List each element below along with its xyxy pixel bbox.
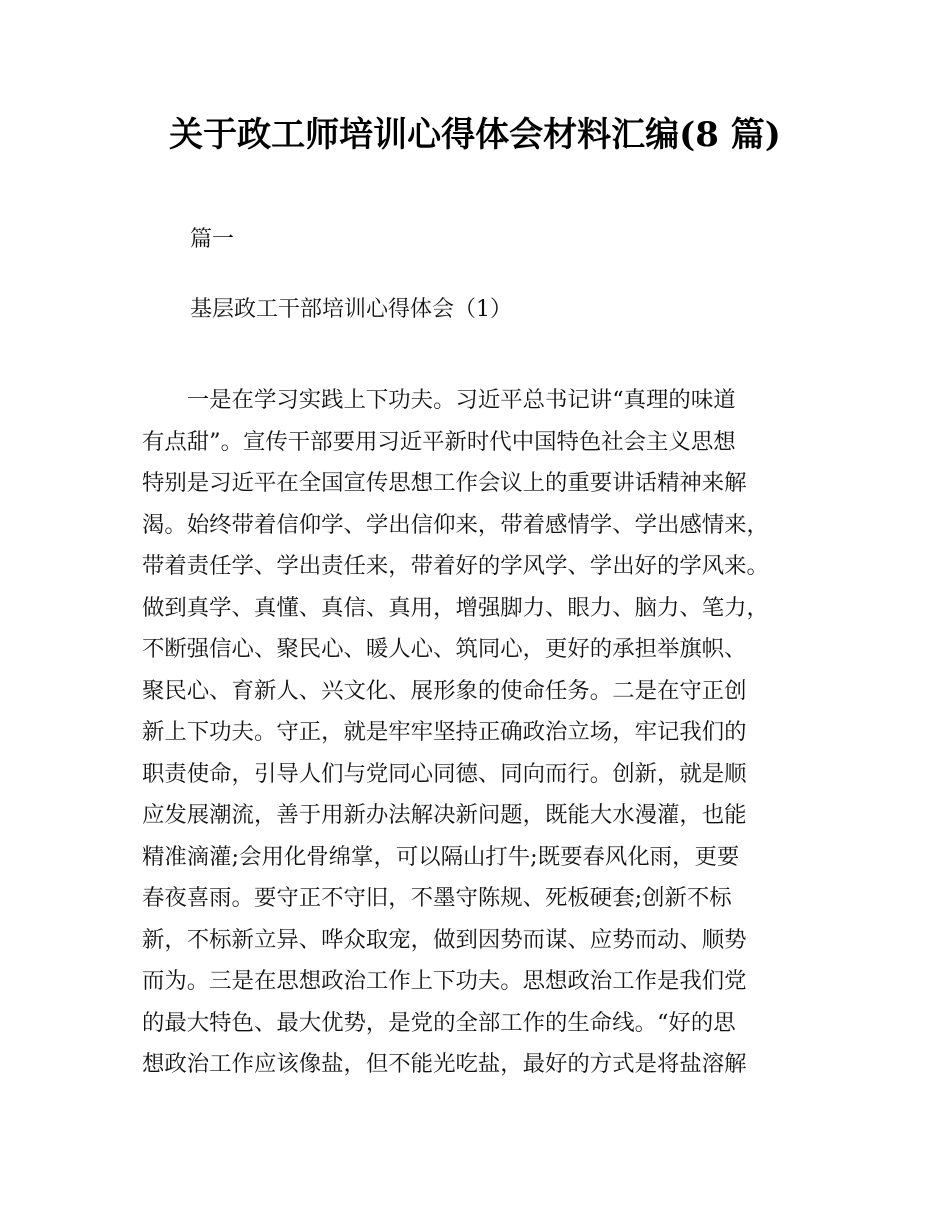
body-line: 渴。始终带着信仰学、学出信仰来，带着感情学、学出感情来， xyxy=(142,511,769,538)
body-line: 一是在学习实践上下功夫。习近平总书记讲“真理的味道 xyxy=(142,387,736,413)
body-line: 职责使命，引导人们与党同心同德、同向而行。创新，就是顺 xyxy=(142,760,747,787)
body-line: 聚民心、育新人、兴文化、展形象的使命任务。二是在守正创 xyxy=(142,677,747,704)
body-line: 做到真学、真懂、真信、真用，增强脚力、眼力、脑力、笔力， xyxy=(142,594,769,621)
section-label: 篇一 xyxy=(190,227,235,252)
body-line: 而为。三是在思想政治工作上下功夫。思想政治工作是我们党 xyxy=(142,968,747,994)
body-line: 精准滴灌;会用化骨绵掌，可以隔山打牛;既要春风化雨，更要 xyxy=(142,843,740,870)
body-line: 应发展潮流，善于用新办法解决新问题，既能大水漫灌，也能 xyxy=(142,802,747,828)
body-line: 带着责任学、学出责任来，带着好的学风学、学出好的学风来。 xyxy=(142,553,769,579)
body-line: 想政治工作应该像盐，但不能光吃盐，最好的方式是将盐溶解 xyxy=(142,1051,747,1077)
body-line: 的最大特色、最大优势，是党的全部工作的生命线。“好的思 xyxy=(142,1009,736,1036)
body-line: 春夜喜雨。要守正不守旧，不墨守陈规、死板硬套;创新不标 xyxy=(142,885,732,911)
body-line: 特别是习近平在全国宣传思想工作会议上的重要讲话精神来解 xyxy=(142,470,747,496)
body-line: 新上下功夫。守正，就是牢牢坚持正确政治立场，牢记我们的 xyxy=(142,719,747,745)
document-title: 关于政工师培训心得体会材料汇编(8 篇) xyxy=(169,115,781,155)
body-paragraph xyxy=(142,380,822,1086)
body-line: 有点甜”。宣传干部要用习近平新时代中国特色社会主义思想 xyxy=(142,428,736,455)
body-line: 不断强信心、聚民心、暖人心、筑同心，更好的承担举旗帜、 xyxy=(142,636,747,662)
section-subtitle: 基层政工干部培训心得体会（1） xyxy=(190,297,512,322)
body-line: 新，不标新立异、哗众取宠，做到因势而谋、应势而动、顺势 xyxy=(142,926,747,953)
